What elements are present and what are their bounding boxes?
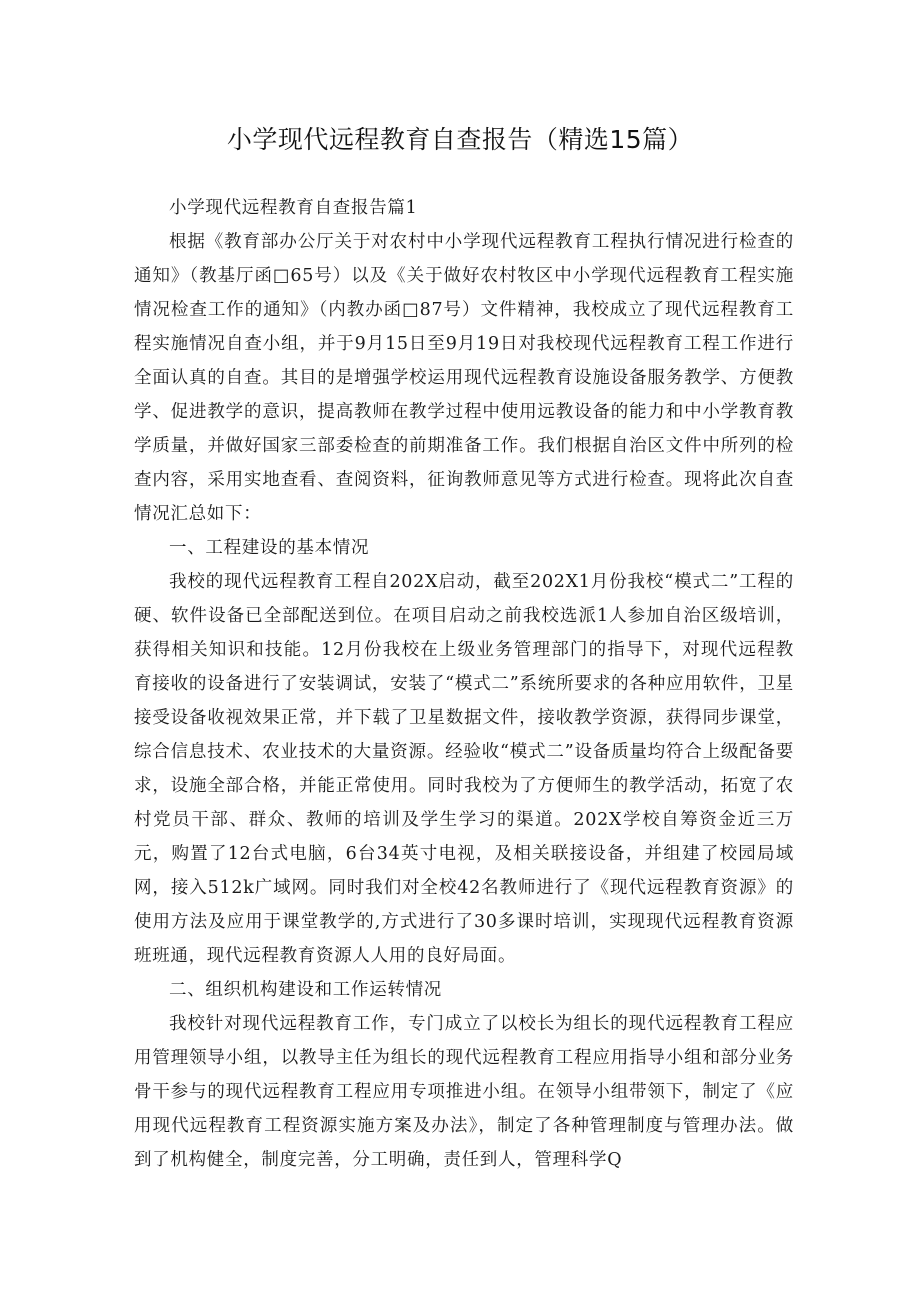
document-title: 小学现代远程教育自查报告（精选15篇） [226,125,694,154]
section-heading-construction: 一、工程建设的基本情况 [169,538,370,558]
section-heading-article-1: 小学现代远程教育自查报告篇1 [169,198,418,218]
paragraph-organization: 我校针对现代远程教育工作，专门成立了以校长为组长的现代远程教育工程应用管理领导小组，以教导主任为组长的现代远程教育工程应用指导小组和部分业务骨干参与的现代远程教育工程应用专项推进小组。在领导小组带领下，制定了《应用现代远程教育工程资源实施方案及办法》，制定了各种管理制度与管理办法。做到了机构健全，制度完善，分工明确，责任到人，管理科学Q [134,1014,794,1170]
document-body [134,191,794,1177]
paragraph-intro: 根据《教育部办公厅关于对农村中小学现代远程教育工程执行情况进行检查的通知》（教基厅函□65号）以及《关于做好农村牧区中小学现代远程教育工程实施情况检查工作的通知》（内教办函□87号）文件精神，我校成立了现代远程教育工程实施情况自查小组，并于9月15日至9月19日对我校现代远程教育工程工作进行全面认真的自查。其目的是增强学校运用现代远程教育设施设备服务教学、方便教学、促进教学的意识，提高教师在教学过程中使用远教设备的能力和中小学教育教学质量，并做好国家三部委检查的前期准备工作。我们根据自治区文件中所列的检查内容，采用实地查看、查阅资料，征询教师意见等方式进行检查。现将此次自查情况汇总如下： [134,232,794,524]
paragraph-construction: 我校的现代远程教育工程自202X启动，截至202X1月份我校“模式二”工程的硬、软件设备已全部配送到位。在项目启动之前我校选派1人参加自治区级培训，获得相关知识和技能。12月份我校在上级业务管理部门的指导下，对现代远程教育接收的设备进行了安装调试，安装了“模式二”系统所要求的各种应用软件，卫星接受设备收视效果正常，并下载了卫星数据文件，接收教学资源，获得同步课堂，综合信息技术、农业技术的大量资源。经验收“模式二”设备质量均符合上级配备要求，设施全部合格，并能正常使用。同时我校为了方便师生的教学活动，拓宽了农村党员干部、群众、教师的培训及学生学习的渠道。202X学校自筹资金近三万元，购置了12台式电脑，6台34英寸电视，及相关联接设备，并组建了校园局域网，接入512k广域网。同时我们对全校42名教师进行了《现代远程教育资源》的使用方法及应用于课堂教学的,方式进行了30多课时培训，实现现代远程教育资源班班通，现代远程教育资源人人用的良好局面。 [134,572,794,966]
section-heading-organization: 二、组织机构建设和工作运转情况 [169,980,442,1000]
